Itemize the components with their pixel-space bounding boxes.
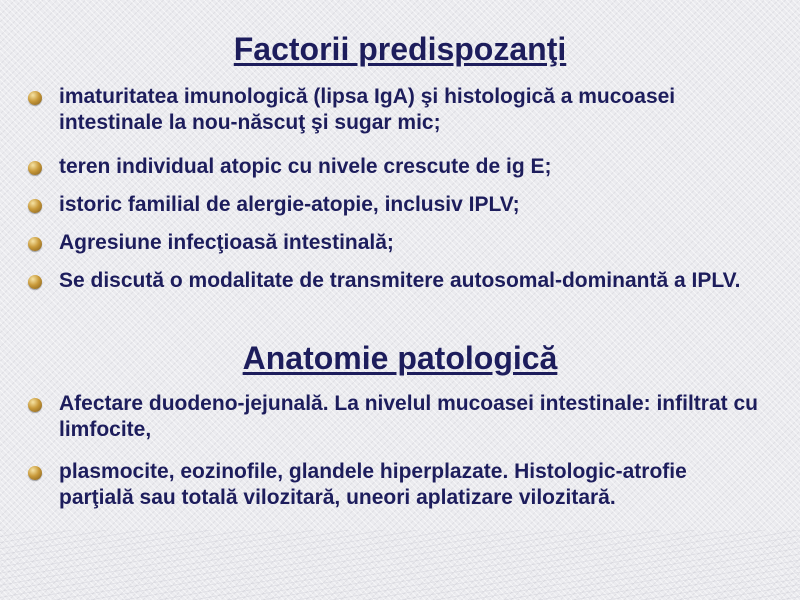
bullet-item-istoric-familial [59, 192, 759, 218]
bullet-icon [28, 91, 42, 105]
bullet-icon [28, 237, 42, 251]
bullet-item-imaturitatea [59, 84, 759, 136]
bullet-text: imaturitatea imunologică (lipsa IgA) şi histologică a mucoasei intestinale la nou-născuţ şi sugar mic; [59, 85, 676, 134]
bullet-icon [28, 466, 42, 480]
bullet-icon [28, 199, 42, 213]
bullet-item-agresiune-infectioasa [59, 230, 759, 256]
section-title-anatomie-patologica: Anatomie patologică [242, 340, 558, 376]
bullet-icon [28, 161, 42, 175]
bullet-text: teren individual atopic cu nivele crescute de ig E; [59, 155, 552, 178]
bullet-text: Agresiune infecţioasă intestinală; [59, 231, 394, 254]
bullet-icon [28, 275, 42, 289]
background-texture [0, 530, 800, 600]
bullet-item-plasmocite [59, 459, 759, 511]
bullet-text: istoric familial de alergie-atopie, inclusiv IPLV; [59, 193, 520, 216]
bullet-item-afectare [59, 391, 759, 443]
section-title-factorii-predispozanti: Factorii predispozanţi [233, 31, 567, 67]
bullet-item-teren-atopic [59, 154, 759, 180]
bullet-text: Afectare duodeno-jejunală. La nivelul mucoasei intestinale: infiltrat cu limfocite, [59, 392, 758, 441]
bullet-text: plasmocite, eozinofile, glandele hiperplazate. Histologic-atrofie parţială sau totală vilozitară, uneori aplatizare vilozitară. [59, 460, 687, 509]
bullet-item-transmitere [59, 268, 759, 294]
bullet-icon [28, 398, 42, 412]
bullet-text: Se discută o modalitate de transmitere autosomal-dominantă a IPLV. [59, 269, 741, 292]
